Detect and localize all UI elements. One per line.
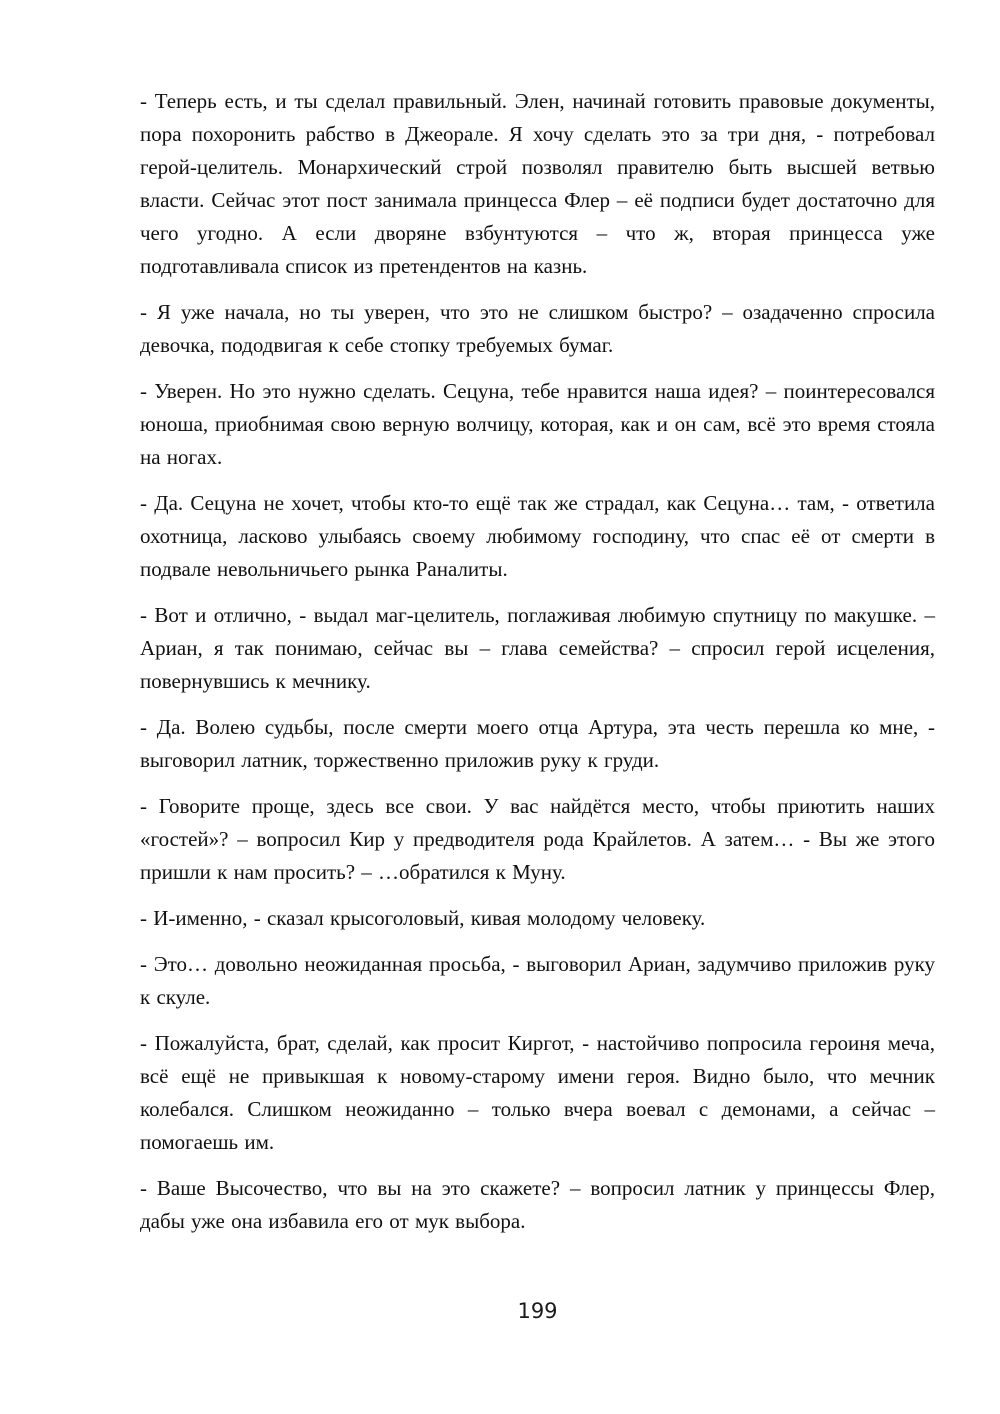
paragraph: - Ваше Высочество, что вы на это скажете? – вопросил латник у принцессы Флер, дабы уже она избавила его от мук выбора.: [140, 1176, 935, 1233]
paragraph: - Я уже начала, но ты уверен, что это не слишком быстро? – озадаченно спросила девочка, пододвигая к себе стопку требуемых бумаг.: [140, 300, 935, 357]
paragraph: - И-именно, - сказал крысоголовый, кивая молодому человеку.: [140, 906, 706, 930]
page-number: 199: [517, 1299, 558, 1323]
paragraph: - Да. Волею судьбы, после смерти моего отца Артура, эта честь перешла ко мне, - выговорил латник, торжественно приложив руку к груди.: [140, 715, 935, 772]
paragraph: - Вот и отлично, - выдал маг-целитель, поглаживая любимую спутницу по макушке. – Ариан, я так понимаю, сейчас вы – глава семейства? – спросил герой исцеления, повернувшись к мечнику.: [140, 603, 935, 693]
paragraph: - Говорите проще, здесь все свои. У вас найдётся место, чтобы приютить наших «гостей»? – вопросил Кир у предводителя рода Крайлетов. А затем… - Вы же этого пришли к нам просить? – …обратился к Муну.: [140, 794, 935, 884]
paragraph: - Теперь есть, и ты сделал правильный. Элен, начинай готовить правовые документы, пора похоронить рабство в Джеорале. Я хочу сделать это за три дня, - потребовал герой-целитель. Монархический строй позволял правителю быть высшей ветвью власти. Сейчас этот пост занимала принцесса Флер – её подписи будет достаточно для чего угодно. А если дворяне взбунтуются – что ж, вторая принцесса уже подготавливала список из претендентов на казнь.: [140, 89, 935, 278]
paragraph: - Пожалуйста, брат, сделай, как просит Киргот, - настойчиво попросила героиня меча, всё ещё не привыкшая к новому-старому имени героя. Видно было, что мечник колебался. Слишком неожиданно – только вчера воевал с демонами, а сейчас – помогаешь им.: [140, 1031, 935, 1154]
paragraph: - Да. Сецуна не хочет, чтобы кто-то ещё так же страдал, как Сецуна… там, - ответила охотница, ласково улыбаясь своему любимому господину, что спас её от смерти в подвале невольничьего рынка Раналиты.: [140, 491, 935, 581]
paragraph: - Это… довольно неожиданная просьба, - выговорил Ариан, задумчиво приложив руку к скуле.: [140, 952, 935, 1009]
paragraph: - Уверен. Но это нужно сделать. Сецуна, тебе нравится наша идея? – поинтересовался юноша, приобнимая свою верную волчицу, которая, как и он сам, всё это время стояла на ногах.: [140, 379, 935, 469]
text-block: [140, 85, 935, 1251]
